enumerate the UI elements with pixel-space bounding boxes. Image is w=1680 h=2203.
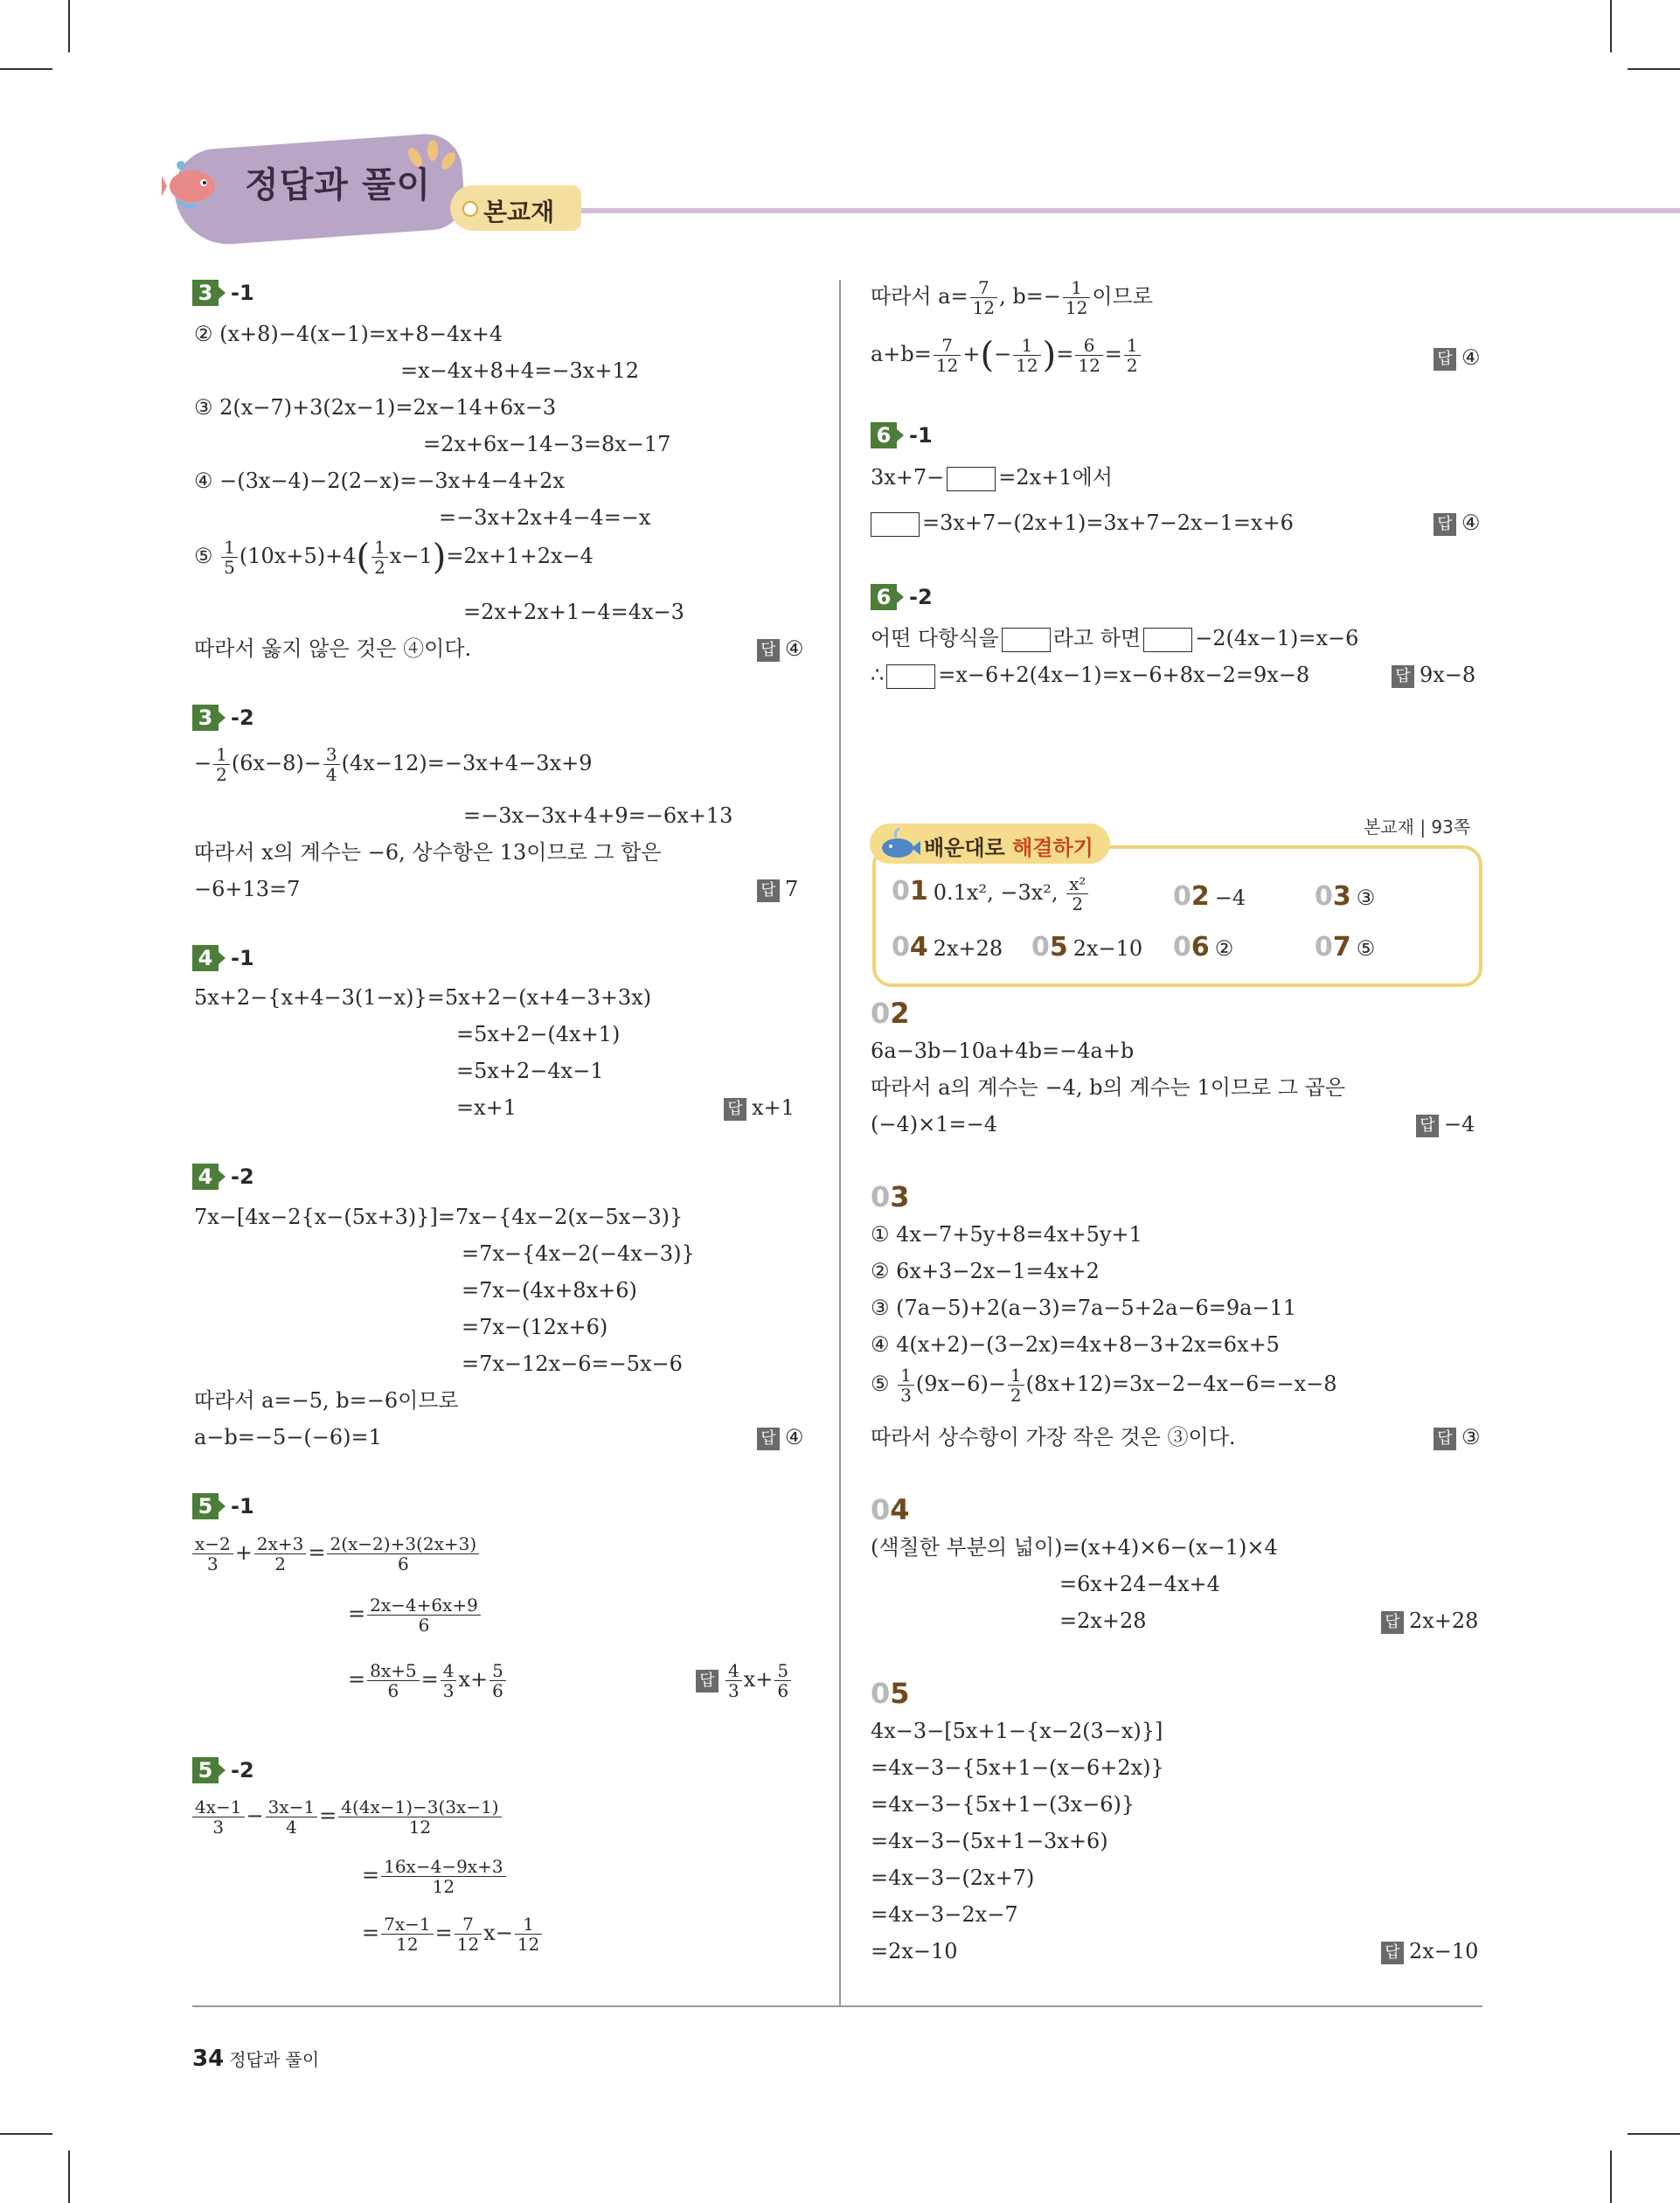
summary-item: 04 2x+28 [892,932,1003,963]
footer-label: 정답과 풀이 [229,2049,320,2070]
solution-line: ⑤ $\frac{1}{3}$ (9x−6)− $\frac{1}{2}$ (8x+12)=3x−2−4x−6=−x−8 [871,1365,1337,1406]
solution-line: = $\frac{16x-4-9x+3}{12}$ [362,1857,508,1896]
solution-line: ③ (7a−5)+2(a−3)=7a−5+2a−6=9a−11 [871,1296,1297,1320]
solution-line: − $\frac{1}{2}$ (6x−8)− $\frac{3}{4}$ (4x−12)=−3x+4−3x+9 [194,744,593,785]
solution-line: =2x−10 [871,1939,958,1963]
header-rule [559,208,1680,213]
solution-line: =7x−{4x−2(−4x−3)} [462,1241,695,1266]
solution-line: $\frac{x-2}{3}$ + $\frac{2x+3}{2}$ = $\frac{2(x-2)+3(2x+3)}{6}$ [191,1534,481,1574]
solution-line: 따라서 x의 계수는 −6, 상수항은 13이므로 그 합은 [194,840,662,865]
solution-line: 따라서 a= $\frac{7}{12}$ , b=− $\frac{1}{12}$ 이므로 [871,277,1153,318]
question-number: 04 [871,1493,910,1526]
sprout-icon [398,131,459,184]
solution-line: =7x−12x−6=−5x−6 [462,1352,683,1376]
solution-line: −6+13=7 [194,877,301,901]
solution-line: =4x−3−(2x+7) [871,1866,1035,1890]
page-reference: 본교재 | 93쪽 [1364,817,1471,837]
solution-line: =2x+28 [1059,1609,1147,1633]
answer: 답 2x+28 [1381,1608,1478,1634]
solution-line: 따라서 a의 계수는 −4, b의 계수는 1이므로 그 곱은 [871,1075,1346,1100]
question-number: 02 [871,997,910,1030]
solution-line: 4x−3−[5x+1−{x−2(3−x)}] [871,1719,1163,1743]
summary-item: 05 2x−10 [1031,932,1143,963]
section-tag-label: 본교재 [483,198,555,226]
summary-item: 02 −4 [1173,881,1246,912]
blank-box [1143,628,1192,652]
solution-line: =4x−3−(5x+1−3x+6) [871,1829,1108,1853]
page-title: 정답과 풀이 [245,165,432,205]
blank-box [886,664,935,689]
solution-line: 3x+7− =2x+1에서 [871,465,1113,490]
crop-mark [1628,68,1680,70]
solution-line: 5x+2−{x+4−3(1−x)}=5x+2−(x+4−3+3x) [194,985,652,1010]
blank-box [947,467,996,491]
solution-line: a+b= $\frac{7}{12}$ +(− $\frac{1}{12}$ )= $\frac{6}{12}$ = $\frac{1}{2}$ [871,336,1142,375]
solution-line: (색칠한 부분의 넓이)=(x+4)×6−(x−1)×4 [871,1535,1278,1560]
solution-line: ④ 4(x+2)−(3−2x)=4x+8−3+2x=6x+5 [871,1332,1280,1357]
solution-line: =3x+7−(2x+1)=3x+7−2x−1=x+6 [871,510,1294,537]
answer: 답 ④ [1434,344,1481,371]
crop-mark [0,68,52,70]
fish-mascot-icon [162,153,223,214]
solution-line: =−3x−3x+4+9=−6x+13 [463,803,733,828]
answer: 답 ③ [1434,1424,1481,1450]
answer: 답 x+1 [724,1095,795,1121]
solution-line: ① 4x−7+5y+8=4x+5y+1 [871,1222,1142,1247]
crop-mark [1628,2133,1680,2135]
solution-line: = $\frac{8x+5}{6}$ = $\frac{4}{3}$ x+ $\frac{5}{6}$ [348,1661,508,1700]
solution-line: 6a−3b−10a+4b=−4a+b [871,1039,1135,1063]
column-divider [839,280,841,2006]
answer: 답 2x−10 [1381,1938,1478,1964]
question-number: 03 [871,1180,910,1213]
question-number: 05 [871,1677,910,1710]
page-header [149,131,1643,254]
blank-box [871,512,920,537]
solution-line: 따라서 a=−5, b=−6이므로 [194,1388,459,1413]
summary-item: 01 0.1x², −3x², $\frac{\text{x²}}{2}$ [892,874,1090,914]
answer: 답 −4 [1416,1111,1475,1137]
problem-badge: 4 -1 [192,945,254,971]
solution-line: ⑤ $\frac{1}{5}$ (10x+5)+4( $\frac{1}{2}$ x−1)=2x+1+2x−4 [194,537,594,578]
problem-badge: 3 -1 [192,280,254,306]
problem-badge: 5 -1 [192,1493,254,1519]
answer: 답 ④ [1434,510,1481,536]
answer: 답 7 [757,876,798,902]
summary-title: 배운대로 해결하기 [870,824,1110,864]
summary-item: 07 ⑤ [1315,932,1376,963]
solution-line: =5x+2−(4x+1) [456,1022,621,1046]
crop-mark [0,2133,52,2135]
solution-line: =x−4x+8+4=−3x+12 [400,358,639,383]
solution-line: =5x+2−4x−1 [456,1059,604,1083]
section-tag [450,185,581,231]
solution-line: 7x−[4x−2{x−(5x+3)}]=7x−{4x−2(x−5x−3)} [194,1205,684,1229]
solution-line: ③ 2(x−7)+3(2x−1)=2x−14+6x−3 [194,395,557,420]
summary-item: 03 ③ [1315,881,1376,912]
solution-line: =x+1 [456,1095,517,1120]
solution-line: = $\frac{7x-1}{12}$ = $\frac{7}{12}$ x− $\frac{1}{12}$ [362,1915,544,1954]
solution-line: (−4)×1=−4 [871,1112,997,1136]
solution-line: =2x+6x−14−3=8x−17 [423,432,671,456]
crop-mark [1610,0,1612,52]
solution-line: =7x−(4x+8x+6) [462,1278,637,1303]
solution-line: =7x−(12x+6) [462,1315,608,1339]
summary-item: 06 ② [1173,932,1234,963]
solution-line: =2x+2x+1−4=4x−3 [463,600,684,624]
blank-box [1002,628,1051,652]
solution-line: = $\frac{2x-4+6x+9}{6}$ [348,1595,482,1635]
solution-line: =6x+24−4x+4 [1059,1572,1220,1596]
answer: 답 ④ [757,1424,804,1450]
bottom-rule [192,2005,1482,2007]
solution-line: =−3x+2x+4−4=−x [439,505,651,530]
problem-badge: 4 -2 [192,1164,254,1190]
problem-badge: 5 -2 [192,1757,254,1783]
solution-line: =4x−3−2x−7 [871,1902,1018,1927]
problem-badge: 6 -2 [871,584,933,610]
answer: 답 $\frac{4}{3}$ x+ $\frac{5}{6}$ [696,1661,793,1700]
crop-mark [68,0,70,52]
whale-icon [878,827,922,862]
solution-line: $\frac{4x-1}{3}$ − $\frac{3x-1}{4}$ = $\frac{4(4x-1)-3(3x-1)}{12}$ [191,1797,503,1837]
page-footer [192,2046,319,2072]
crop-mark [68,2151,70,2203]
solution-line: =4x−3−{5x+1−(3x−6)} [871,1792,1135,1817]
solution-line: ④ −(3x−4)−2(2−x)=−3x+4−4+2x [194,469,565,493]
page-number: 34 [192,2046,225,2072]
solution-line: 따라서 옳지 않은 것은 ④이다. [194,636,472,661]
solution-line: 어떤 다항식을 라고 하면 −2(4x−1)=x−6 [871,626,1359,650]
tag-dot-icon [462,201,478,217]
solution-line: ② (x+8)−4(x−1)=x+8−4x+4 [194,322,503,346]
summary-box [872,845,1482,987]
solution-line: =4x−3−{5x+1−(x−6+2x)} [871,1755,1164,1780]
problem-badge: 3 -2 [192,705,254,731]
solution-line: ∴ =x−6+2(4x−1)=x−6+8x−2=9x−8 [871,663,1310,687]
solution-line: ② 6x+3−2x−1=4x+2 [871,1259,1100,1283]
solution-line: a−b=−5−(−6)=1 [194,1425,382,1449]
answer: 답 9x−8 [1392,662,1475,688]
solution-line: 따라서 상수항이 가장 작은 것은 ③이다. [871,1425,1236,1449]
answer: 답 ④ [757,636,804,662]
crop-mark [1610,2151,1612,2203]
problem-badge: 6 -1 [871,422,933,448]
